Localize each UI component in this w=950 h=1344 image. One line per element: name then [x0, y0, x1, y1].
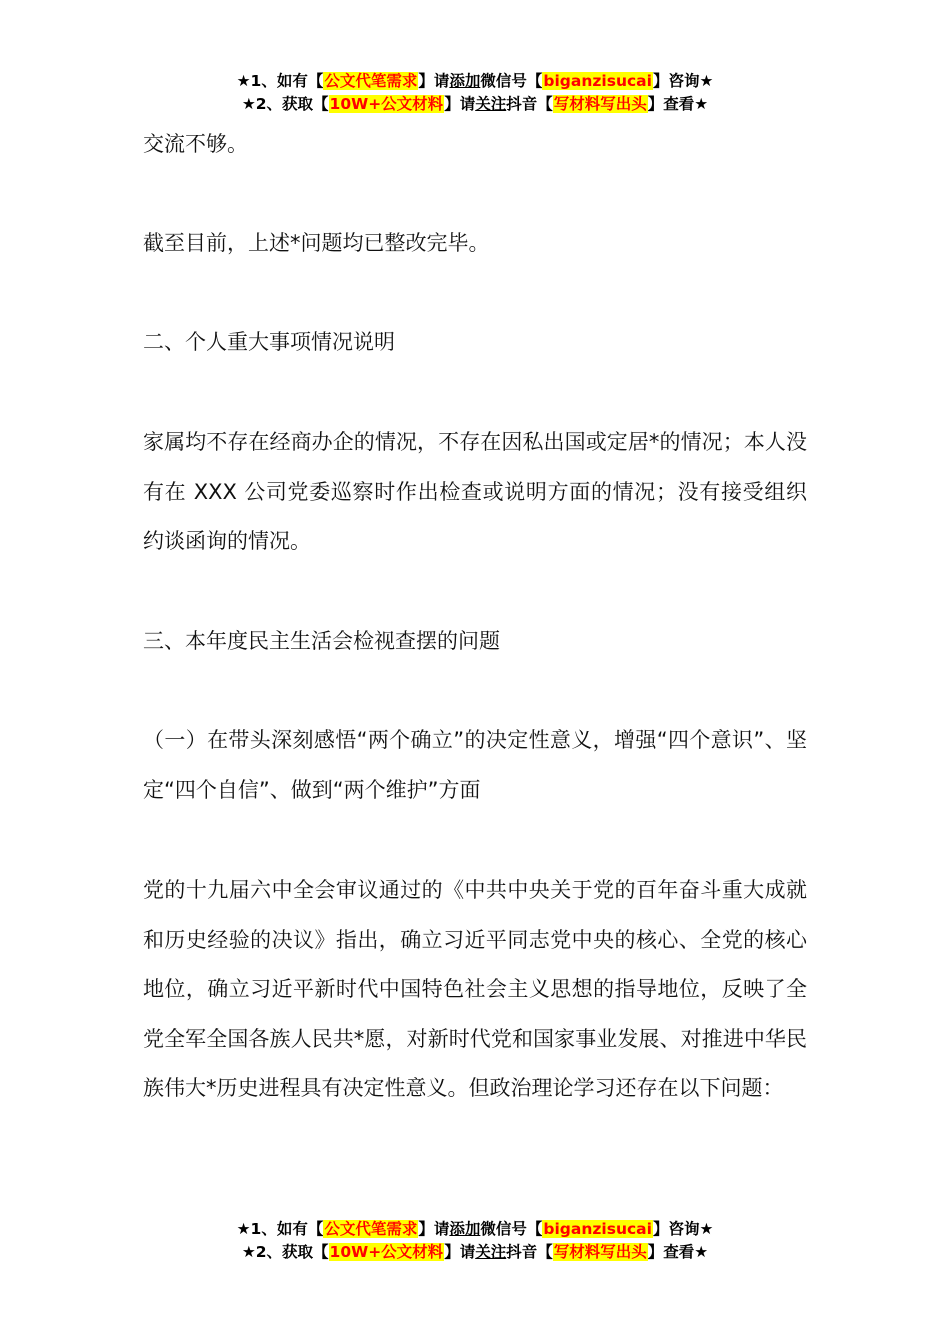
banner-text: 抖音【 — [506, 95, 553, 113]
banner-highlight: 10W+公文材料 — [329, 1243, 444, 1261]
banner-text: 】请 — [444, 95, 476, 113]
banner-highlight: 公文代笔需求 — [324, 72, 418, 90]
paragraph-rectified: 截至目前，上述*问题均已整改完毕。 — [143, 231, 490, 255]
section-heading-2: 二、个人重大事项情况说明 — [143, 330, 395, 354]
subsection-heading-1: （一）在带头深刻感悟“两个确立”的决定性意义，增强“四个意识”、坚定“四个自信”、做到“两个维护”方面 — [143, 728, 807, 802]
banner-text: 】请 — [418, 1220, 450, 1238]
banner-line-1 — [0, 70, 950, 93]
banner-text: ★2、获取【 — [241, 95, 329, 113]
banner-highlight: 公文代笔需求 — [324, 1220, 418, 1238]
banner-underlined: 添加 — [449, 1220, 481, 1238]
banner-text: 】咨询★ — [652, 72, 714, 90]
banner-highlight: 10W+公文材料 — [329, 95, 444, 113]
banner-line-2 — [0, 1241, 950, 1264]
banner-text: 】咨询★ — [652, 1220, 714, 1238]
banner-highlight: biganzisucai — [543, 1220, 652, 1238]
banner-text: ★1、如有【 — [236, 1220, 324, 1238]
banner-text: 】请 — [418, 72, 450, 90]
banner-text: ★1、如有【 — [236, 72, 324, 90]
paragraph-resolution: 党的十九届六中全会审议通过的《中共中央关于党的百年奋斗重大成就和历史经验的决议》指出，确立习近平同志党中央的核心、全党的核心地位，确立习近平新时代中国特色社会主义思想的指导地位，反映了全党全军全国各族人民共*愿，对新时代党和国家事业发展、对推进中华民族伟大*历史进程具有决定性意义。但政治理论学习还存在以下问题： — [143, 878, 807, 1100]
header-banner — [0, 70, 950, 116]
paragraph-closing: 交流不够。 — [143, 132, 248, 156]
banner-text: 】查看★ — [647, 1243, 709, 1261]
banner-line-1 — [0, 1218, 950, 1241]
footer-banner — [0, 1218, 950, 1264]
paragraph-personal-matters: 家属均不存在经商办企的情况，不存在因私出国或定居*的情况；本人没有在 XXX 公司党委巡察时作出检查或说明方面的情况；没有接受组织约谈函询的情况。 — [143, 430, 807, 553]
banner-text: 微信号【 — [480, 72, 543, 90]
banner-text: 微信号【 — [480, 1220, 543, 1238]
banner-text: ★2、获取【 — [241, 1243, 329, 1261]
banner-text: 抖音【 — [506, 1243, 553, 1261]
banner-highlight: 写材料写出头 — [553, 95, 647, 113]
banner-underlined: 关注 — [475, 1243, 507, 1261]
banner-text: 】请 — [444, 1243, 476, 1261]
section-heading-3: 三、本年度民主生活会检视查摆的问题 — [143, 629, 500, 653]
banner-underlined: 添加 — [449, 72, 481, 90]
banner-line-2 — [0, 93, 950, 116]
banner-highlight: biganzisucai — [543, 72, 652, 90]
banner-underlined: 关注 — [475, 95, 507, 113]
banner-text: 】查看★ — [647, 95, 709, 113]
banner-highlight: 写材料写出头 — [553, 1243, 647, 1261]
